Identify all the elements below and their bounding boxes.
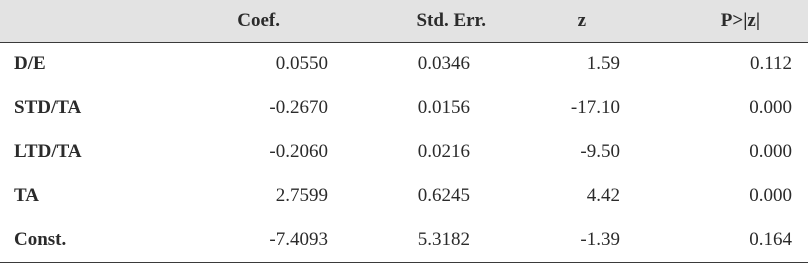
table-row xyxy=(0,174,808,218)
std-err-cell: 5.3182 xyxy=(417,228,470,250)
header-p-value: P>|z| xyxy=(720,9,760,31)
coef-cell: 2.7599 xyxy=(275,185,328,206)
z-cell: -17.10 xyxy=(570,97,620,118)
row-label: D/E xyxy=(14,53,46,75)
header-variable xyxy=(0,0,174,42)
table-header xyxy=(0,0,808,42)
header-z: z xyxy=(577,9,586,31)
row-label: LTD/TA xyxy=(14,141,82,162)
row-label: TA xyxy=(14,185,39,206)
coef-cell: -0.2060 xyxy=(269,141,328,162)
row-label: Const. xyxy=(14,228,67,250)
p-value-cell: 0.164 xyxy=(749,228,792,250)
z-cell: 4.42 xyxy=(586,185,620,206)
p-value-cell: 0.000 xyxy=(749,141,792,162)
table-row xyxy=(0,86,808,130)
std-err-cell: 0.0156 xyxy=(417,97,470,118)
table-row xyxy=(0,130,808,174)
table-body xyxy=(0,42,808,262)
p-value-cell: 0.000 xyxy=(749,97,792,118)
z-cell: -1.39 xyxy=(580,228,620,250)
coef-cell: 0.0550 xyxy=(275,53,328,75)
z-cell: -9.50 xyxy=(580,141,620,162)
z-cell: 1.59 xyxy=(586,53,620,75)
header-coef: Coef. xyxy=(237,9,280,31)
table-row xyxy=(0,218,808,262)
p-value-cell: 0.112 xyxy=(749,53,792,75)
std-err-cell: 0.0346 xyxy=(417,53,470,75)
p-value-cell: 0.000 xyxy=(749,185,792,206)
header-std-err: Std. Err. xyxy=(416,9,486,31)
coef-cell: -7.4093 xyxy=(269,228,328,250)
coef-cell: -0.2670 xyxy=(269,97,328,118)
std-err-cell: 0.6245 xyxy=(417,185,470,206)
header-row xyxy=(0,0,808,42)
row-label: STD/TA xyxy=(14,97,82,118)
table-row xyxy=(0,42,808,86)
std-err-cell: 0.0216 xyxy=(417,141,470,162)
